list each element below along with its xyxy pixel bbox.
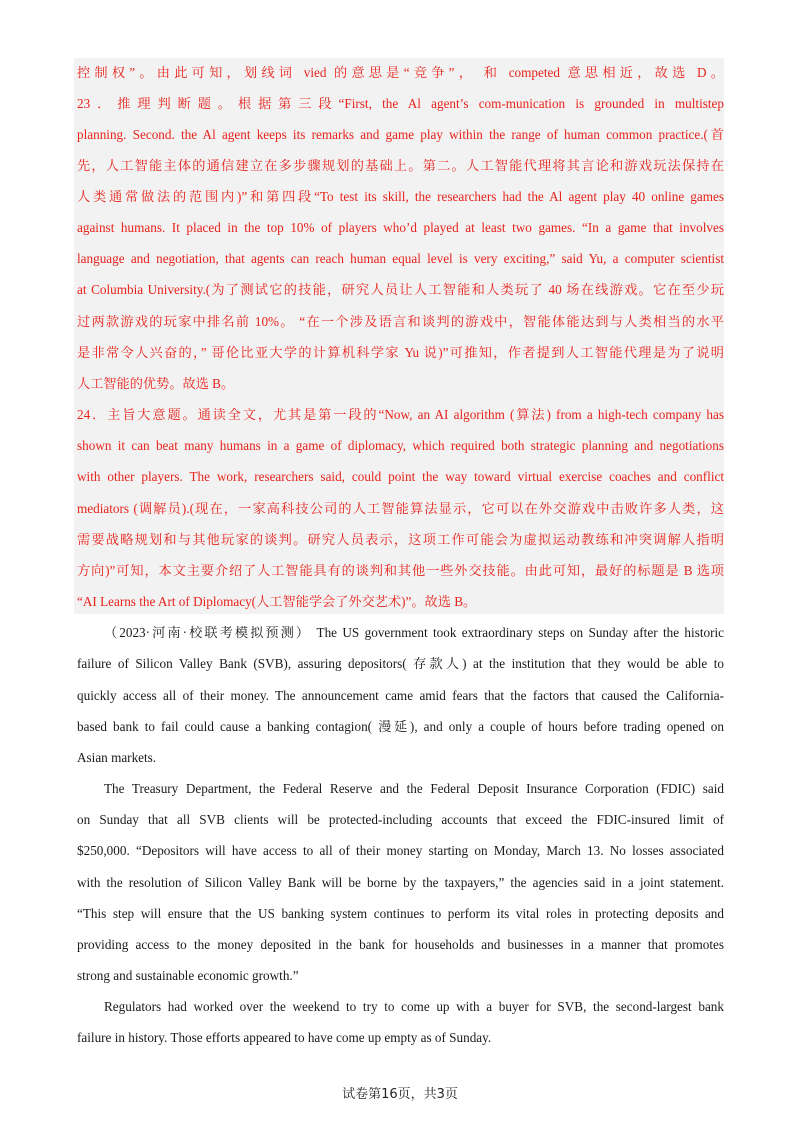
answer-line: 控制权”。由此可知，划线词 vied 的意思是“竞争”， 和 competed 意思相近，故选 D。 (77, 65, 724, 80)
passage-line: （2023·河南·校联考模拟预测） The US government took extraordinary steps on Sunday after the historic (104, 625, 724, 640)
page-footer: 试卷第16页，共3页 (342, 1087, 458, 1102)
passage-line: $250,000. “Depositors will have access to all of their money starting on Monday, March 13. No losses associated (77, 843, 724, 858)
passage-line: based bank to fail could cause a banking contagion( 漫延), and only a couple of hours before trading opened on (77, 719, 724, 734)
answer-line: 方向)”可知，本文主要介绍了人工智能具有的谈判和其他一些外交技能。由此可知，最好的标题是 B 选项 (77, 563, 724, 578)
answer-line: 人类通常做法的范围内)”和第四段“To test its skill, the researchers had the Al agent play 40 online games (77, 189, 724, 204)
passage-line: Regulators had worked over the weekend to try to come up with a buyer for SVB, the second-largest bank (104, 999, 724, 1014)
answer-line: 先，人工智能主体的通信建立在多步骤规划的基础上。第二。人工智能代理将其言论和游戏玩法保持在 (77, 158, 724, 173)
answer-line: language and negotiation, that agents can reach human equal level is very exciting,” said Yu, a computer scientist (77, 251, 724, 266)
answer-line: 需要战略规划和与其他玩家的谈判。研究人员表示，这项工作可能会为虚拟运动教练和冲突调解人指明 (77, 532, 724, 547)
passage-line: The Treasury Department, the Federal Reserve and the Federal Deposit Insurance Corporation (FDIC) said (104, 781, 724, 796)
passage-line: providing access to the money deposited in the bank for households and businesses in a manner that promotes (77, 937, 724, 952)
answer-line: 人工智能的优势。故选 B。 (77, 376, 235, 391)
passage-line: strong and sustainable economic growth.” (77, 968, 299, 983)
answer-line: 23．推理判断题。根据第三段“First, the Al agent’s com-munication is grounded in multistep (77, 96, 724, 111)
answer-line: at Columbia University.(为了测试它的技能，研究人员让人工智能和人类玩了 40 场在线游戏。它在至少玩 (77, 282, 724, 297)
passage-line: on Sunday that all SVB clients will be protected-including accounts that exceed the FDIC-insured limit of (77, 812, 724, 827)
answer-line: mediators (调解员).(现在，一家高科技公司的人工智能算法显示，它可以在外交游戏中击败许多人类，这 (77, 501, 724, 516)
passage-line: failure of Silicon Valley Bank (SVB), assuring depositors( 存款人) at the institution that they would be able to (77, 656, 724, 671)
answer-line: shown it can beat many humans in a game of diplomacy, which required both strategic planning and negotiations (77, 438, 724, 453)
passage-line: quickly access all of their money. The announcement came amid fears that the factors that caused the California- (77, 688, 724, 703)
answer-line: planning. Second. the Al agent keeps its remarks and game play within the range of human common practice.(首 (77, 127, 724, 142)
passage-line: Asian markets. (77, 750, 157, 765)
passage-line: “This step will ensure that the US banking system continues to perform its vital roles in protecting deposits and (77, 906, 724, 921)
passage-line: with the resolution of Silicon Valley Bank will be borne by the taxpayers,” the agencies said in a joint statement. (77, 875, 724, 890)
answer-line: 过两款游戏的玩家中排名前 10%。 “在一个涉及语言和谈判的游戏中，智能体能达到与人类相当的水平 (77, 314, 724, 329)
answer-line: 24．主旨大意题。通读全文，尤其是第一段的“Now, an AI algorithm (算法) from a high-tech company has (77, 407, 724, 422)
answer-line: “AI Learns the Art of Diplomacy(人工智能学会了外交艺术)”。故选 B。 (77, 594, 477, 609)
passage-line: failure in history. Those efforts appeared to have come up empty as of Sunday. (77, 1030, 492, 1045)
answer-line: against humans. It placed in the top 10% of players who’d played at least two games. “In a game that involves (77, 220, 724, 235)
answer-line: 是非常令人兴奋的，” 哥伦比亚大学的计算机科学家 Yu 说)”可推知，作者提到人工智能代理是为了说明 (77, 345, 724, 360)
answer-line: with other players. The work, researchers said, could point the way toward virtual exercise coaches and conflict (77, 469, 724, 484)
